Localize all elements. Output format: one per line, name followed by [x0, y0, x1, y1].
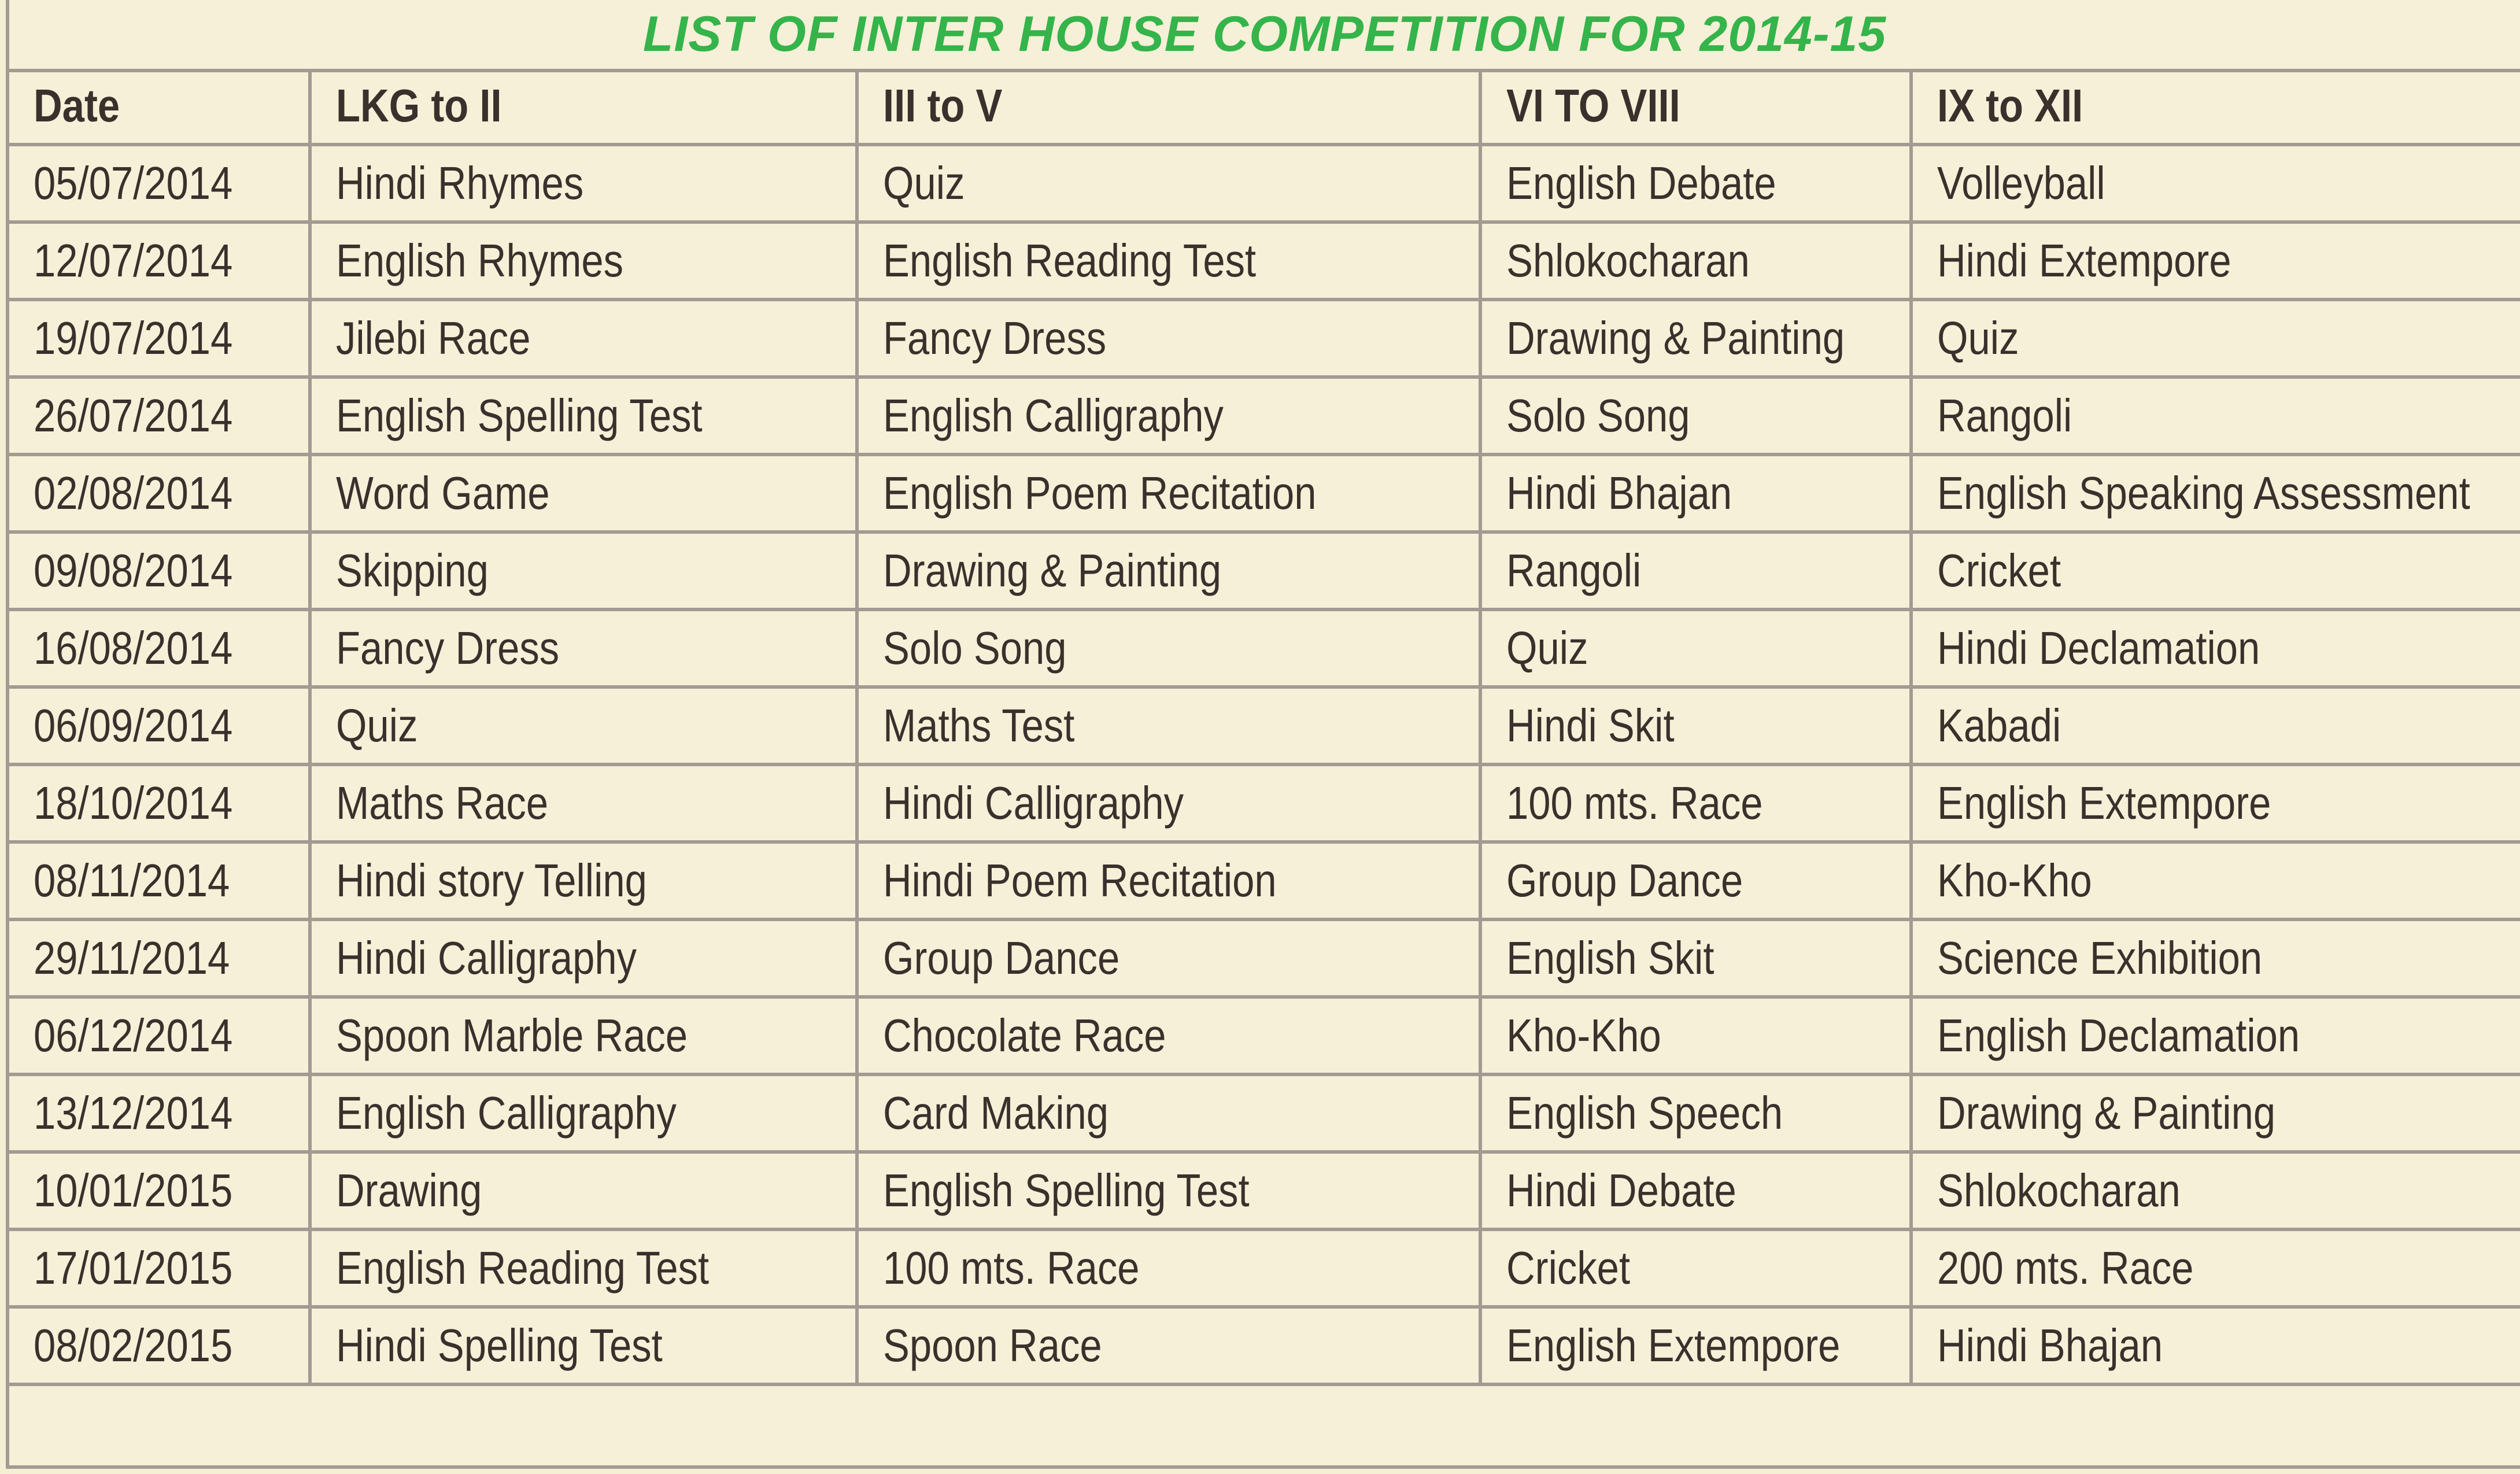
- lkg-to-ii-cell: Jilebi Race: [310, 300, 857, 377]
- vi-to-viii-cell: Cricket: [1480, 1229, 1911, 1307]
- table-row: [9, 377, 2520, 455]
- date-cell: 12/07/2014: [9, 222, 310, 300]
- table-row: [9, 1074, 2520, 1152]
- ix-to-xii-cell: 200 mts. Race: [1911, 1229, 2520, 1307]
- ix-to-xii-cell: Volleyball: [1911, 145, 2520, 222]
- date-cell: 18/10/2014: [9, 764, 310, 842]
- iii-to-v-cell: Fancy Dress: [857, 300, 1480, 377]
- vi-to-viii-cell: Shlokocharan: [1480, 222, 1911, 300]
- date-cell: 02/08/2014: [9, 455, 310, 532]
- lkg-to-ii-cell: Skipping: [310, 532, 857, 609]
- table-row: [9, 609, 2520, 687]
- table-row: [9, 455, 2520, 532]
- ix-to-xii-cell: Drawing & Painting: [1911, 1074, 2520, 1152]
- vi-to-viii-cell: Kho-Kho: [1480, 997, 1911, 1074]
- lkg-to-ii-cell: Hindi Spelling Test: [310, 1307, 857, 1384]
- lkg-to-ii-cell: Fancy Dress: [310, 609, 857, 687]
- lkg-to-ii-cell: Spoon Marble Race: [310, 997, 857, 1074]
- iii-to-v-cell: Spoon Race: [857, 1307, 1480, 1384]
- vi-to-viii-cell: English Debate: [1480, 145, 1911, 222]
- ix-to-xii-cell: Science Exhibition: [1911, 919, 2520, 997]
- table-row: [9, 687, 2520, 764]
- table-row: [9, 222, 2520, 300]
- date-cell: 06/09/2014: [9, 687, 310, 764]
- column-header-date: Date: [9, 69, 310, 145]
- iii-to-v-cell: Chocolate Race: [857, 997, 1480, 1074]
- ix-to-xii-cell: Rangoli: [1911, 377, 2520, 455]
- document-page: [6, 0, 2520, 1469]
- lkg-to-ii-cell: Word Game: [310, 455, 857, 532]
- iii-to-v-cell: Drawing & Painting: [857, 532, 1480, 609]
- vi-to-viii-cell: Solo Song: [1480, 377, 1911, 455]
- vi-to-viii-cell: Hindi Skit: [1480, 687, 1911, 764]
- ix-to-xii-cell: Quiz: [1911, 300, 2520, 377]
- iii-to-v-cell: English Calligraphy: [857, 377, 1480, 455]
- lkg-to-ii-cell: Drawing: [310, 1152, 857, 1229]
- table-row: [9, 1152, 2520, 1229]
- ix-to-xii-cell: Shlokocharan: [1911, 1152, 2520, 1229]
- column-header-ix-to-xii: IX to XII: [1911, 69, 2520, 145]
- table-row: [9, 532, 2520, 609]
- date-cell: 09/08/2014: [9, 532, 310, 609]
- date-cell: 08/02/2015: [9, 1307, 310, 1384]
- table-row: [9, 842, 2520, 919]
- iii-to-v-cell: Quiz: [857, 145, 1480, 222]
- competition-table: [9, 69, 2520, 1386]
- vi-to-viii-cell: Rangoli: [1480, 532, 1911, 609]
- iii-to-v-cell: 100 mts. Race: [857, 1229, 1480, 1307]
- date-cell: 29/11/2014: [9, 919, 310, 997]
- lkg-to-ii-cell: English Calligraphy: [310, 1074, 857, 1152]
- vi-to-viii-cell: English Skit: [1480, 919, 1911, 997]
- date-cell: 08/11/2014: [9, 842, 310, 919]
- iii-to-v-cell: Hindi Poem Recitation: [857, 842, 1480, 919]
- iii-to-v-cell: English Poem Recitation: [857, 455, 1480, 532]
- ix-to-xii-cell: Hindi Declamation: [1911, 609, 2520, 687]
- ix-to-xii-cell: English Extempore: [1911, 764, 2520, 842]
- iii-to-v-cell: English Reading Test: [857, 222, 1480, 300]
- vi-to-viii-cell: 100 mts. Race: [1480, 764, 1911, 842]
- vi-to-viii-cell: Hindi Debate: [1480, 1152, 1911, 1229]
- iii-to-v-cell: Hindi Calligraphy: [857, 764, 1480, 842]
- vi-to-viii-cell: Hindi Bhajan: [1480, 455, 1911, 532]
- date-cell: 10/01/2015: [9, 1152, 310, 1229]
- document-title: LIST OF INTER HOUSE COMPETITION FOR 2014-15: [9, 0, 2520, 72]
- lkg-to-ii-cell: English Spelling Test: [310, 377, 857, 455]
- ix-to-xii-cell: Kabadi: [1911, 687, 2520, 764]
- table-row: [9, 997, 2520, 1074]
- date-cell: 17/01/2015: [9, 1229, 310, 1307]
- vi-to-viii-cell: English Extempore: [1480, 1307, 1911, 1384]
- table-row: [9, 145, 2520, 222]
- ix-to-xii-cell: English Declamation: [1911, 997, 2520, 1074]
- lkg-to-ii-cell: English Rhymes: [310, 222, 857, 300]
- table-row: [9, 1229, 2520, 1307]
- ix-to-xii-cell: Cricket: [1911, 532, 2520, 609]
- date-cell: 19/07/2014: [9, 300, 310, 377]
- vi-to-viii-cell: Quiz: [1480, 609, 1911, 687]
- column-header-iii-to-v: III to V: [857, 69, 1480, 145]
- iii-to-v-cell: English Spelling Test: [857, 1152, 1480, 1229]
- ix-to-xii-cell: Hindi Bhajan: [1911, 1307, 2520, 1384]
- ix-to-xii-cell: English Speaking Assessment: [1911, 455, 2520, 532]
- iii-to-v-cell: Group Dance: [857, 919, 1480, 997]
- lkg-to-ii-cell: Hindi Calligraphy: [310, 919, 857, 997]
- lkg-to-ii-cell: Quiz: [310, 687, 857, 764]
- ix-to-xii-cell: Kho-Kho: [1911, 842, 2520, 919]
- date-cell: 13/12/2014: [9, 1074, 310, 1152]
- table-header-row: [9, 69, 2520, 145]
- ix-to-xii-cell: Hindi Extempore: [1911, 222, 2520, 300]
- iii-to-v-cell: Card Making: [857, 1074, 1480, 1152]
- date-cell: 05/07/2014: [9, 145, 310, 222]
- column-header-lkg-to-ii: LKG to II: [310, 69, 857, 145]
- date-cell: 26/07/2014: [9, 377, 310, 455]
- iii-to-v-cell: Maths Test: [857, 687, 1480, 764]
- column-header-vi-to-viii: VI TO VIII: [1480, 69, 1911, 145]
- table-row: [9, 919, 2520, 997]
- table-row: [9, 300, 2520, 377]
- table-body: [9, 145, 2520, 1384]
- lkg-to-ii-cell: English Reading Test: [310, 1229, 857, 1307]
- lkg-to-ii-cell: Maths Race: [310, 764, 857, 842]
- table-row: [9, 764, 2520, 842]
- date-cell: 16/08/2014: [9, 609, 310, 687]
- table-row: [9, 1307, 2520, 1384]
- vi-to-viii-cell: Group Dance: [1480, 842, 1911, 919]
- lkg-to-ii-cell: Hindi story Telling: [310, 842, 857, 919]
- vi-to-viii-cell: Drawing & Painting: [1480, 300, 1911, 377]
- vi-to-viii-cell: English Speech: [1480, 1074, 1911, 1152]
- iii-to-v-cell: Solo Song: [857, 609, 1480, 687]
- lkg-to-ii-cell: Hindi Rhymes: [310, 145, 857, 222]
- date-cell: 06/12/2014: [9, 997, 310, 1074]
